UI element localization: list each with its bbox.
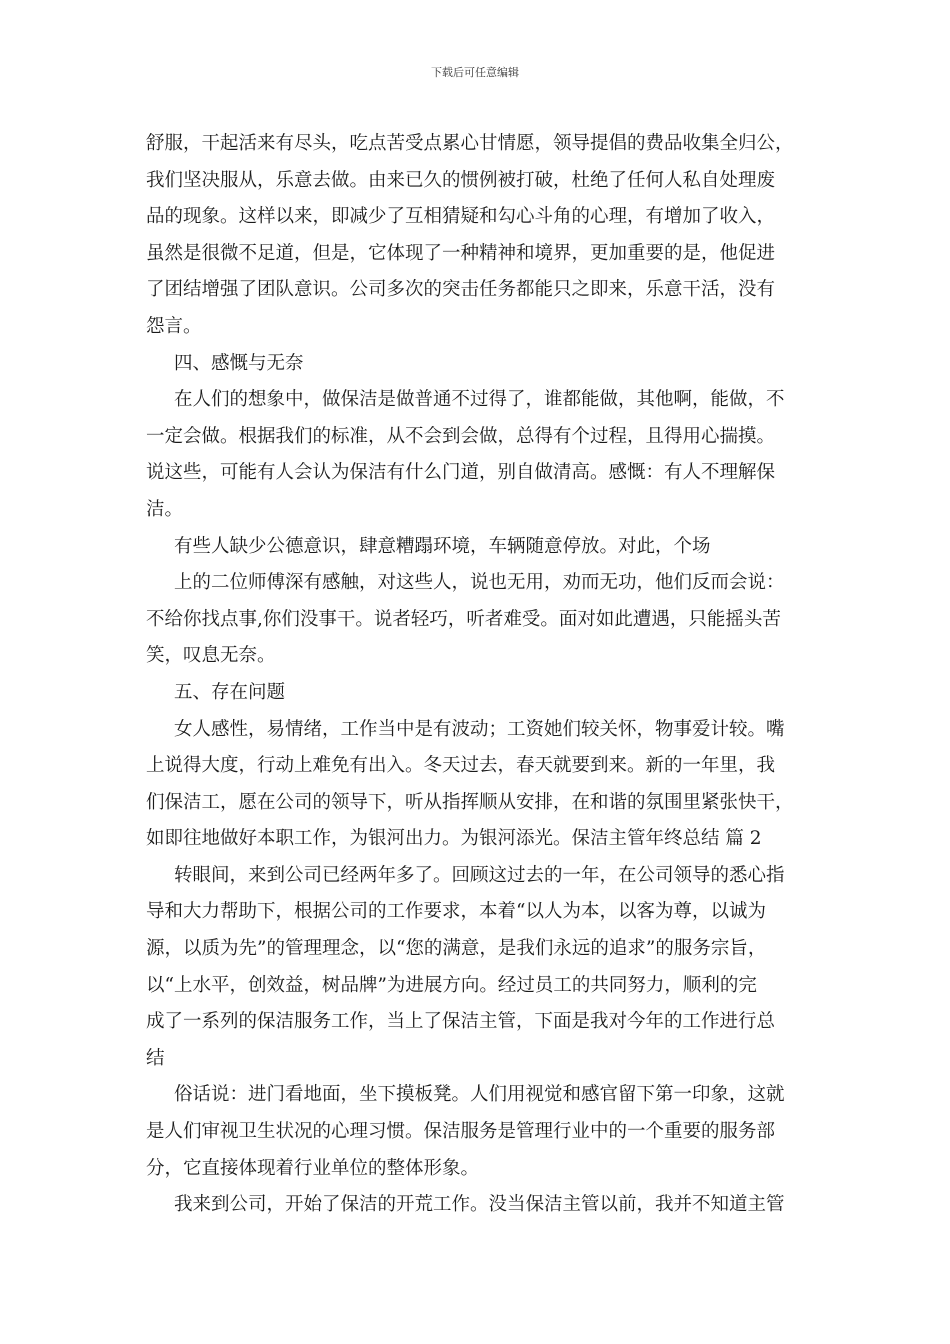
text-line: 导和大力帮助下，根据公司的工作要求，本着“以人为本，以客为尊，以诚为 bbox=[146, 901, 766, 923]
text-line: 说这些，可能有人会认为保洁有什么门道，别自做清高。感慨：有人不理解保 bbox=[146, 462, 776, 484]
text-line: 有些人缺少公德意识，肆意糟蹋环境，车辆随意停放。对此，个场 bbox=[174, 535, 711, 557]
text-line: 不给你找点事,你们没事干。说者轻巧，听者难受。面对如此遭遇，只能摇头苦 bbox=[146, 608, 781, 630]
text-line: 品的现象。这样以来，即减少了互相猜疑和勾心斗角的心理，有增加了收入， bbox=[146, 206, 776, 228]
text-line: 分，它直接体现着行业单位的整体形象。 bbox=[146, 1157, 480, 1179]
section-heading: 四、感慨与无奈 bbox=[174, 352, 304, 374]
text-line: 源，以质为先”的管理理念，以“您的满意，是我们永远的追求”的服务宗旨， bbox=[146, 938, 767, 960]
text-line: 女人感性，易情绪，工作当中是有波动；工资她们较关怀，物事爱计较。嘴 bbox=[174, 718, 785, 740]
text-line: 笑，叹息无奈。 bbox=[146, 645, 276, 667]
text-line: 上说得大度，行动上难免有出入。冬天过去，春天就要到来。新的一年里，我 bbox=[146, 755, 776, 777]
text-line: 我来到公司，开始了保洁的开荒工作。没当保洁主管以前，我并不知道主管 bbox=[174, 1194, 785, 1216]
text-line: 了团结增强了团队意识。公司多次的突击任务都能只之即来，乐意干活，没有 bbox=[146, 279, 776, 301]
text-line: 以“上水平，创效益，树品牌”为进展方向。经过员工的共同努力，顺利的完 bbox=[146, 974, 757, 996]
text-line: 结 bbox=[146, 1047, 165, 1069]
text-line: 上的二位师傅深有感触，对这些人，说也无用，劝而无功，他们反而会说： bbox=[174, 572, 785, 594]
text-line: 如即往地做好本职工作，为银河出力。为银河添光。保洁主管年终总结 篇 2 bbox=[146, 828, 762, 850]
text-line: 一定会做。根据我们的标准，从不会到会做，总得有个过程，且得用心揣摸。 bbox=[146, 425, 776, 447]
section-heading: 五、存在问题 bbox=[174, 681, 286, 703]
page-header: 下载后可任意编辑 bbox=[431, 66, 519, 79]
text-line: 俗话说：进门看地面，坐下摸板凳。人们用视觉和感官留下第一印象，这就 bbox=[174, 1084, 785, 1106]
text-line: 舒服，干起活来有尽头，吃点苦受点累心甘情愿，领导提倡的费品收集全归公， bbox=[146, 133, 794, 154]
text-line: 怨言。 bbox=[146, 315, 202, 337]
text-line: 成了一系列的保洁服务工作，当上了保洁主管，下面是我对今年的工作进行总 bbox=[146, 1011, 776, 1033]
text-line: 是人们审视卫生状况的心理习惯。保洁服务是管理行业中的一个重要的服务部 bbox=[146, 1121, 776, 1143]
text-line: 转眼间，来到公司已经两年多了。回顾这过去的一年，在公司领导的悉心指 bbox=[174, 864, 785, 886]
text-line: 洁。 bbox=[146, 498, 184, 520]
document-body bbox=[146, 126, 816, 1224]
text-line: 虽然是很微不足道，但是，它体现了一种精神和境界，更加重要的是，他促进 bbox=[146, 242, 776, 264]
text-line: 在人们的想象中，做保洁是做普通不过得了，谁都能做，其他啊，能做，不 bbox=[174, 389, 785, 411]
text-line: 们保洁工，愿在公司的领导下，听从指挥顺从安排，在和谐的氛围里紧张快干， bbox=[146, 791, 794, 813]
text-line: 我们坚决服从，乐意去做。由来已久的惯例被打破，杜绝了任何人私自处理废 bbox=[146, 169, 776, 191]
